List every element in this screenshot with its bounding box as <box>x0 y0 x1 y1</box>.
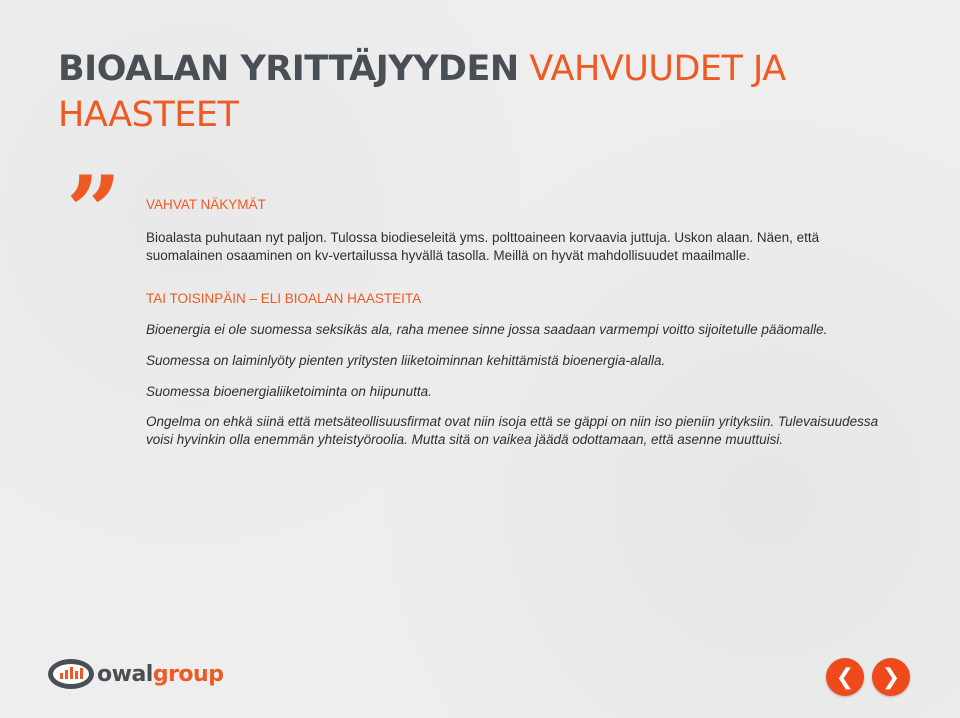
owalgroup-logo <box>48 656 223 692</box>
slide-title <box>58 46 918 138</box>
logo-text <box>97 662 223 687</box>
previous-slide-button[interactable]: ❮ <box>826 658 864 696</box>
strengths-text: Bioalasta puhutaan nyt paljon. Tulossa biodieseleitä yms. polttoaineen korvaavia juttuja. Uskon alaan. Näen, että suomalainen osaaminen on kv-vertailussa hyvällä tasolla. Meillä on hyvät mahdollisuudet maailmalle. <box>146 230 820 263</box>
next-slide-button[interactable]: ❯ <box>872 658 910 696</box>
challenge-paragraph-3: Suomessa bioenergialiiketoiminta on hiipunutta. <box>146 384 432 399</box>
title-strong-part: BIOALAN YRITTÄJYYDEN <box>58 49 519 89</box>
quote-mark-icon: ” <box>66 155 112 268</box>
challenge-paragraph-1: Bioenergia ei ole suomessa seksikäs ala, raha menee sinne jossa saadaan varmempi voitto sijoitetulle pääomalle. <box>146 322 828 337</box>
logo-mark-icon <box>48 659 94 689</box>
title-accent-part-1: VAHVUUDET JA <box>529 49 786 89</box>
title-accent-part-2: HAASTEET <box>58 95 239 135</box>
challenge-paragraph-2: Suomessa on laiminlyöty pienten yritysten liiketoiminnan kehittämistä bioenergia-alalla. <box>146 353 666 368</box>
challenge-paragraph-4: Ongelma on ehkä siinä että metsäteollisuusfirmat ovat niin isoja että se gäppi on niin iso pieniin yrityksiin. Tulevaisuudessa voisi hyvinkin olla enemmän yhteistyöroolia. Mutta sitä on vaikea jäädä odottamaan, että asenne muuttuisi. <box>146 414 879 447</box>
logo-text-group: group <box>152 661 224 687</box>
strengths-heading: VAHVAT NÄKYMÄT <box>146 197 266 212</box>
logo-text-owal: owal <box>97 661 153 687</box>
challenges-heading: TAI TOISINPÄIN – ELI BIOALAN HAASTEITA <box>146 291 422 306</box>
